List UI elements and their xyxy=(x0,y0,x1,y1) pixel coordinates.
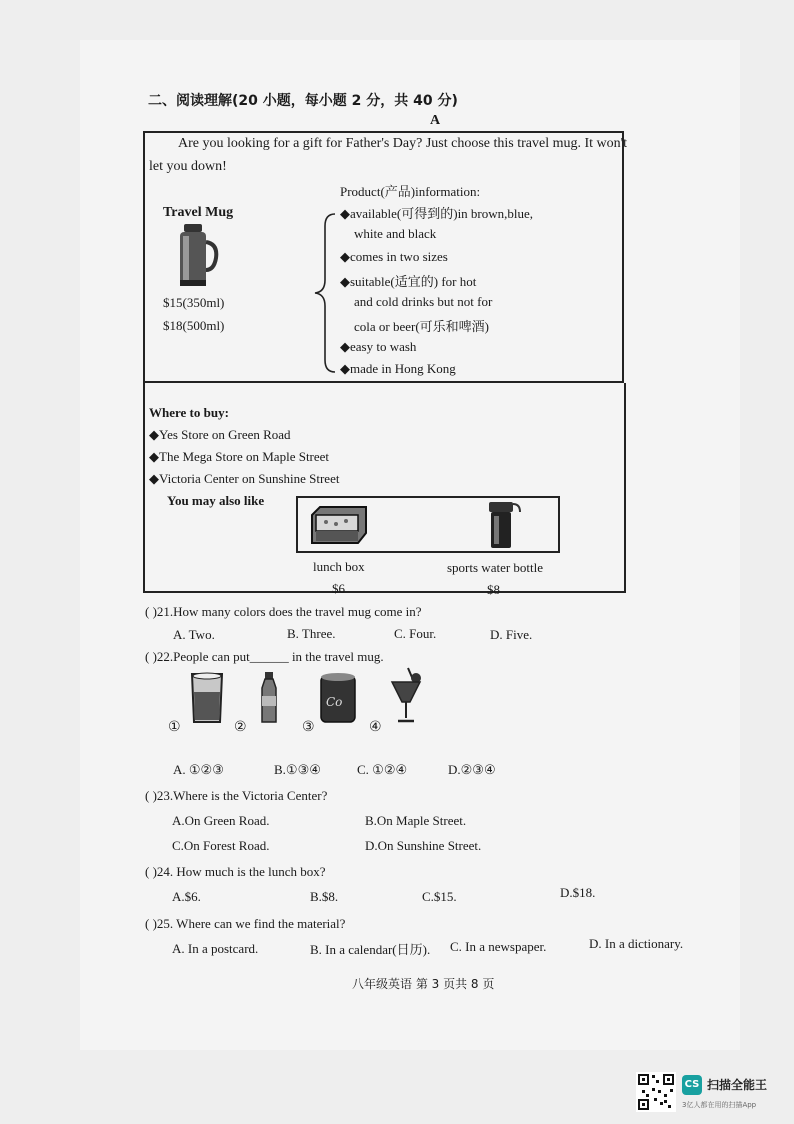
juice-glass-image xyxy=(386,666,426,726)
camscanner-logo-icon: CS xyxy=(682,1075,702,1095)
svg-text:Co: Co xyxy=(326,695,343,709)
store-3: ◆Victoria Center on Sunshine Street xyxy=(149,471,340,486)
info-line-2: white and black xyxy=(354,226,437,241)
q22-option-c[interactable]: C. ①②④ xyxy=(357,762,408,777)
lunch-box-price: $6 xyxy=(332,581,345,596)
q24-option-d[interactable]: D.$18. xyxy=(560,885,596,900)
q21-option-c[interactable]: C. Four. xyxy=(394,626,437,641)
travel-mug-image xyxy=(172,222,222,290)
passage-letter: A xyxy=(430,113,441,128)
q22-pic-label-2: ② xyxy=(234,719,247,735)
q24-stem: ( )24. How much is the lunch box? xyxy=(145,864,326,879)
info-line-6: cola or beer(可乐和啤酒) xyxy=(354,319,490,334)
page-footer: 八年级英语 第 3 页共 8 页 xyxy=(352,977,495,991)
info-line-3: ◆comes in two sizes xyxy=(340,249,448,264)
info-line-8: ◆made in Hong Kong xyxy=(340,361,456,376)
q22-pic-label-4: ④ xyxy=(369,719,382,735)
q21-option-d[interactable]: D. Five. xyxy=(490,627,533,642)
q25-option-c[interactable]: C. In a newspaper. xyxy=(450,939,547,954)
also-like-title: You may also like xyxy=(167,493,265,508)
water-bottle-image xyxy=(482,500,522,550)
q22-stem: ( )22.People can put______ in the travel mug. xyxy=(145,649,384,664)
q24-option-c[interactable]: C.$15. xyxy=(422,889,457,904)
info-line-7: ◆easy to wash xyxy=(340,339,417,354)
curly-brace xyxy=(313,212,337,374)
q24-option-b[interactable]: B.$8. xyxy=(310,889,339,904)
q22-pic-label-3: ③ xyxy=(302,719,315,735)
q22-pic-label-1: ① xyxy=(168,719,181,735)
q22-option-d[interactable]: D.②③④ xyxy=(448,762,496,777)
product-info-title: Product(产品)information: xyxy=(340,184,481,199)
intro-line-2: let you down! xyxy=(149,159,227,174)
water-bottle-label: sports water bottle xyxy=(447,560,544,575)
q24-option-a[interactable]: A.$6. xyxy=(172,889,201,904)
lunch-box-label: lunch box xyxy=(313,559,365,574)
store-2: ◆The Mega Store on Maple Street xyxy=(149,449,330,464)
q22-option-a[interactable]: A. ①②③ xyxy=(173,762,224,777)
qr-code-icon xyxy=(636,1072,676,1112)
q25-stem: ( )25. Where can we find the material? xyxy=(145,916,346,931)
lunch-box-image xyxy=(308,503,370,547)
q25-option-a[interactable]: A. In a postcard. xyxy=(172,941,259,956)
beer-glass-image xyxy=(188,670,226,726)
info-line-4: ◆suitable(适宜的) for hot xyxy=(340,274,477,289)
q23-option-b[interactable]: B.On Maple Street. xyxy=(365,813,467,828)
q25-option-b[interactable]: B. In a calendar(日历). xyxy=(310,942,431,957)
q22-option-b[interactable]: B.①③④ xyxy=(274,762,321,777)
q21-stem: ( )21.How many colors does the travel mug come in? xyxy=(145,604,422,619)
intro-line-1: Are you looking for a gift for Father's Day? Just choose this travel mug. It won't xyxy=(178,136,628,151)
info-line-1: ◆available(可得到的)in brown,blue, xyxy=(340,206,534,221)
q23-option-a[interactable]: A.On Green Road. xyxy=(172,813,270,828)
scanner-app-name: 扫描全能王 xyxy=(707,1078,768,1092)
q21-option-b[interactable]: B. Three. xyxy=(287,626,336,641)
water-bottle-small-image xyxy=(256,670,282,726)
cola-can-image xyxy=(318,672,358,726)
info-line-5: and cold drinks but not for xyxy=(354,294,493,309)
section-title: 二、阅读理解(20 小题，每小题 2 分，共 40 分) xyxy=(148,93,458,109)
q23-option-c[interactable]: C.On Forest Road. xyxy=(172,838,270,853)
q25-option-d[interactable]: D. In a dictionary. xyxy=(589,936,684,951)
water-bottle-price: $8 xyxy=(487,582,500,597)
where-to-buy-title: Where to buy: xyxy=(149,405,229,420)
product-name: Travel Mug xyxy=(163,205,234,220)
store-1: ◆Yes Store on Green Road xyxy=(149,427,291,442)
price-large: $18(500ml) xyxy=(163,318,225,333)
q23-option-d[interactable]: D.On Sunshine Street. xyxy=(365,838,482,853)
price-small: $15(350ml) xyxy=(163,295,225,310)
scanner-tagline: 3亿人都在用的扫描App xyxy=(682,1101,757,1109)
q23-stem: ( )23.Where is the Victoria Center? xyxy=(145,788,328,803)
q21-option-a[interactable]: A. Two. xyxy=(173,627,215,642)
